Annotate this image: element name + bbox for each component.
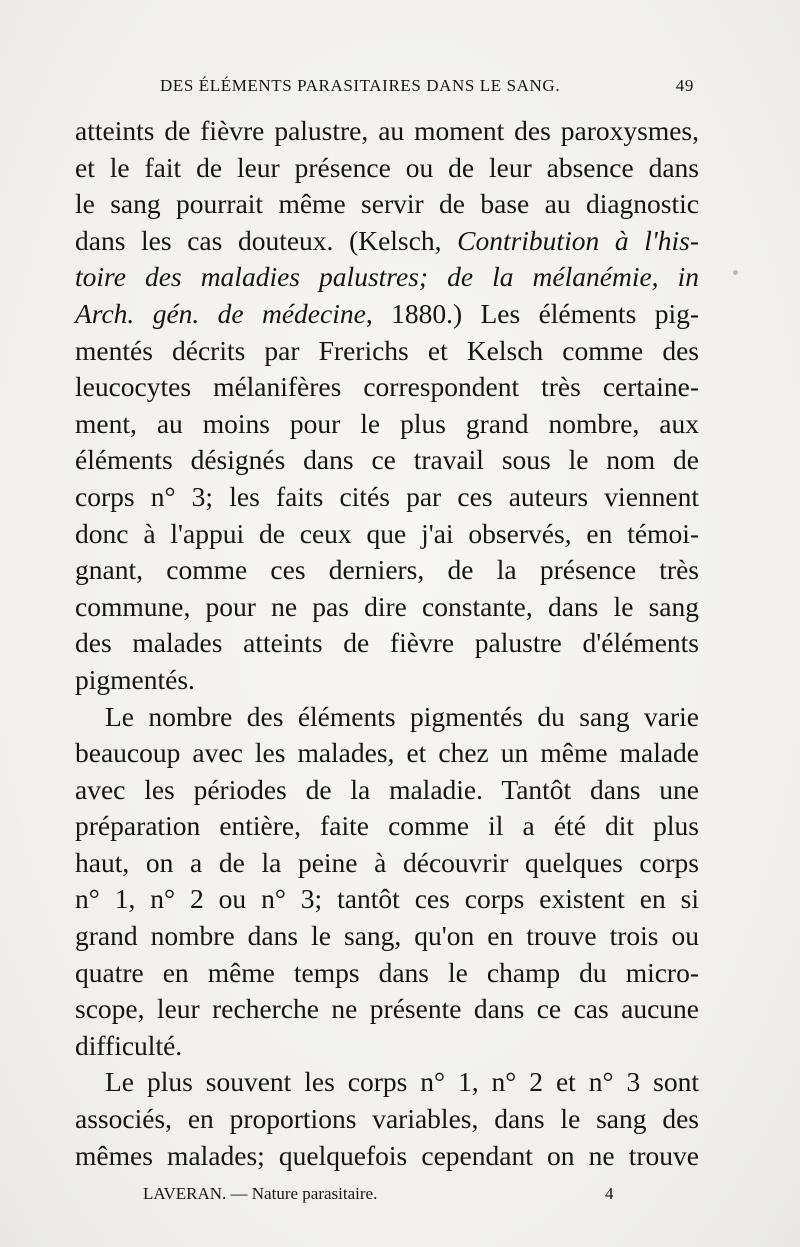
text-line [75,223,699,260]
citation-title: Contribution à l'his- [457,224,700,256]
paragraph-2 [75,699,699,1065]
text-line: beaucoup avec les malades, et chez un même malade [75,737,699,769]
text-line: atteints de fièvre palustre, au moment des paroxysmes, [75,115,699,146]
page-number: 49 [675,76,694,95]
citation-title: toire des maladies palustres; de la mélanémie, in [75,261,699,293]
text-line: Le plus souvent les corps n° 1, n° 2 et n° 3 sont [105,1066,699,1098]
text-line: éléments désignés dans ce travail sous le nom de [75,444,699,476]
citation-journal: Arch. gén. de médecine [75,297,366,329]
text-line: haut, on a de la peine à découvrir quelques corps [75,846,699,878]
text-line: des malades atteints de fièvre palustre d'éléments [75,627,699,659]
running-title: DES ÉLÉMENTS PARASITAIRES DANS LE SANG. [160,76,561,95]
footer-author-title: LAVERAN. — Nature parasitaire. [143,1184,378,1203]
text-line: scope, leur recherche ne présente dans ce cas aucune [75,993,699,1025]
text-line: ment, au moins pour le plus grand nombre, aux [75,407,699,439]
text-line: mentés décrits par Frerichs et Kelsch comme des [75,334,699,366]
running-head [160,76,700,100]
text-line: pigmentés. [75,663,195,695]
signature-mark: 4 [605,1184,614,1203]
text-line: gnant, comme ces derniers, de la présence très [75,554,699,586]
text-line: avec les périodes de la maladie. Tantôt dans une [75,773,699,805]
text-line: associés, en proportions variables, dans le sang des [75,1103,699,1135]
text-line: grand nombre dans le sang, qu'on en trouve trois ou [75,920,699,952]
text-line: le sang pourrait même servir de base au diagnostic [75,188,699,220]
text-line: leucocytes mélanifères correspondent très certaine- [75,371,699,403]
paragraph-3 [75,1064,699,1174]
text-line: commune, pour ne pas dire constante, dans le sang [75,590,699,622]
text-line: et le fait de leur présence ou de leur absence dans [75,151,699,183]
text-line: n° 1, n° 2 ou n° 3; tantôt ces corps existent en si [75,883,699,915]
text-line: quatre en même temps dans le champ du micro- [75,956,699,988]
text-line: Le nombre des éléments pigmentés du sang varie [105,700,699,732]
text-line: corps n° 3; les faits cités par ces auteurs viennent [75,480,699,512]
text-line: difficulté. [75,1029,183,1061]
text-fragment: dans les cas douteux. (Kelsch, [75,224,458,256]
paper-speck [733,270,738,275]
body-text [75,113,699,1174]
paragraph-1 [75,113,699,699]
text-line [75,259,699,296]
text-line: mêmes malades; quelquefois cependant on ne trouve [75,1139,699,1171]
footer [143,1184,623,1208]
text-fragment: , 1880.) Les éléments pig- [365,297,700,329]
text-line [75,296,699,333]
text-line: donc à l'appui de ceux que j'ai observés, en témoi- [75,517,699,549]
text-line: préparation entière, faite comme il a été dit plus [75,810,699,842]
